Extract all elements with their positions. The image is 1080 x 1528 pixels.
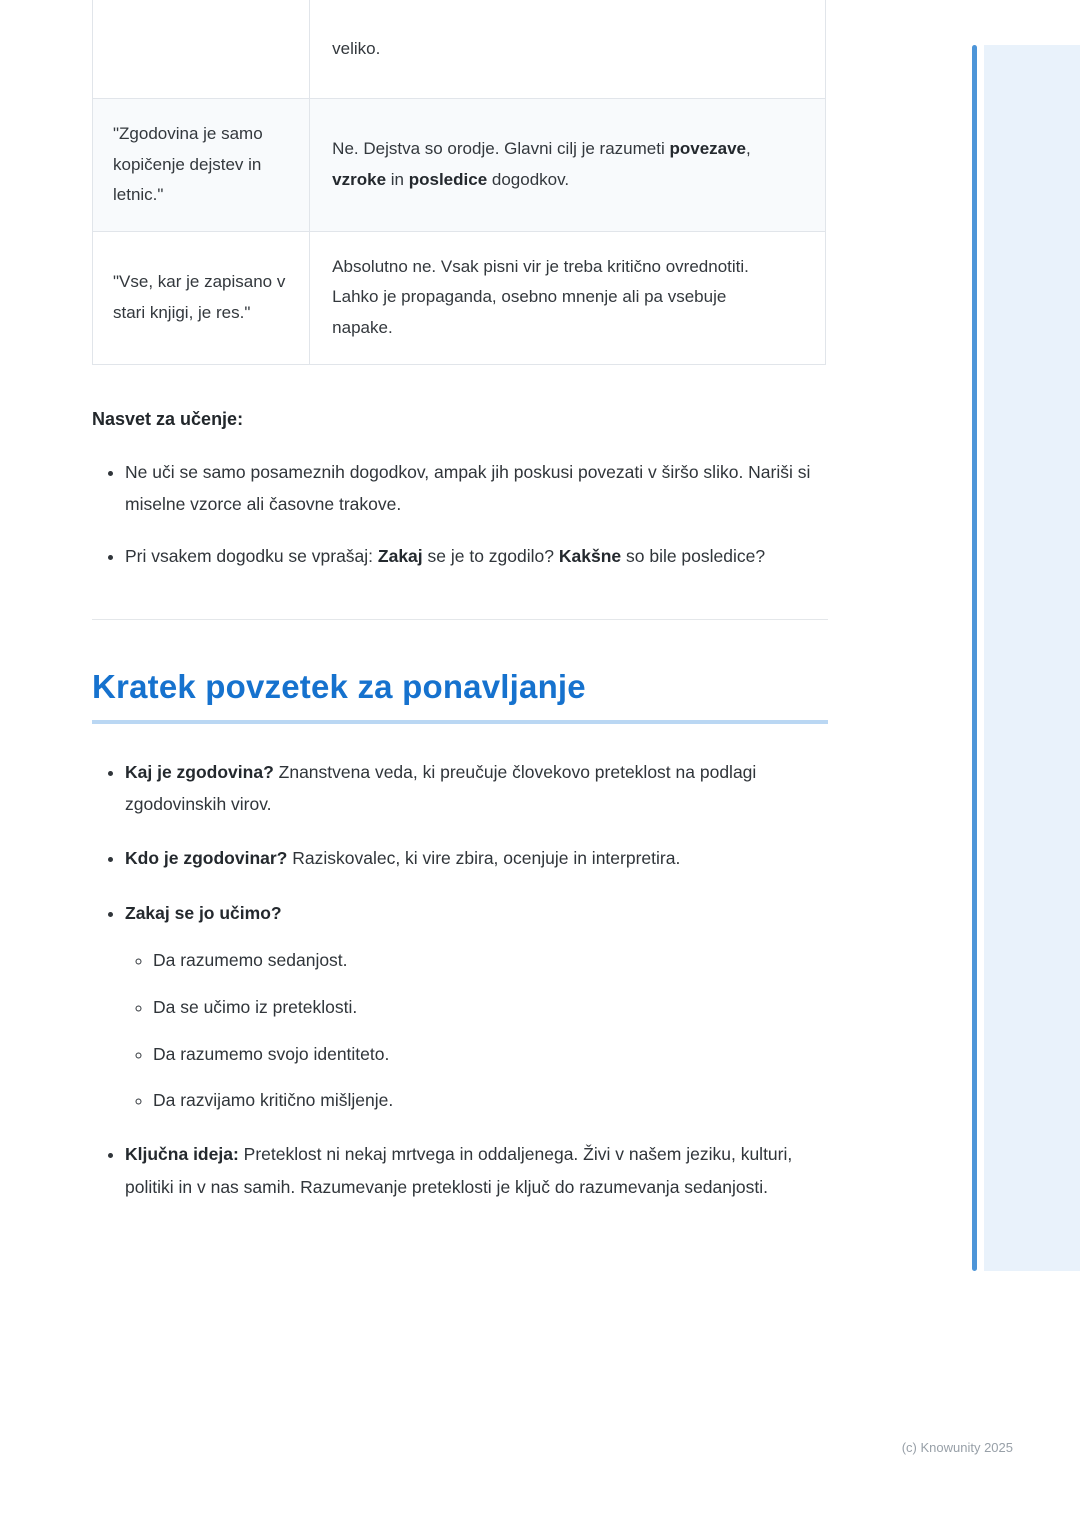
sub-list-item	[153, 1086, 828, 1116]
answer-cell	[310, 99, 826, 232]
answer-cell	[310, 231, 826, 364]
sub-list-item	[153, 993, 828, 1023]
summary-list	[92, 756, 828, 1203]
table-row	[93, 99, 826, 232]
section-heading: Kratek povzetek za ponavljanje	[92, 668, 828, 724]
copyright-footer: (c) Knowunity 2025	[901, 1440, 1013, 1455]
side-accent-line	[972, 45, 977, 1271]
myth-cell	[93, 99, 310, 232]
table-row	[93, 0, 826, 99]
side-panel	[984, 45, 1080, 1271]
sub-list	[125, 946, 828, 1116]
tips-list	[92, 456, 828, 573]
list-item-text: Zakaj se jo učimo?	[125, 902, 282, 923]
tips-heading: Nasvet za učenje:	[92, 408, 244, 429]
list-item	[125, 897, 828, 1116]
list-item-text: Ključna ideja: Preteklost ni nekaj mrtvega in oddaljenega. Živi v našem jeziku, kulturi, politiki in v nas samih. Razumevanje preteklosti je ključ do razumevanja sedanjosti.	[125, 1144, 793, 1197]
sub-list-item-text: Da razumemo sedanjost.	[153, 950, 348, 971]
list-item	[125, 540, 828, 572]
myths-table	[92, 0, 826, 365]
myth-text: "Zgodovina je samo kopičenje dejstev in letnic."	[113, 124, 263, 205]
sub-list-item-text: Da se učimo iz preteklosti.	[153, 996, 358, 1017]
list-item	[125, 756, 828, 821]
section-divider	[92, 619, 828, 620]
answer-text: Ne. Dejstva so orodje. Glavni cilj je razumeti povezave, vzroke in posledice dogodkov.	[332, 139, 751, 189]
myth-cell	[93, 231, 310, 364]
list-item	[125, 1138, 828, 1203]
answer-cell	[310, 0, 826, 99]
sub-list-item-text: Da razumemo svojo identiteto.	[153, 1043, 390, 1064]
sub-list-item	[153, 946, 828, 976]
document-content	[92, 0, 828, 1225]
answer-text: Absolutno ne. Vsak pisni vir je treba kritično ovrednotiti. Lahko je propaganda, osebno mnenje ali pa vsebuje napake.	[332, 256, 749, 337]
list-item-text: Kaj je zgodovina? Znanstvena veda, ki preučuje človekovo preteklost na podlagi zgodovinskih virov.	[125, 761, 757, 815]
table-row	[93, 231, 826, 364]
myth-cell	[93, 0, 310, 99]
sub-list-item-text: Da razvijamo kritično mišljenje.	[153, 1090, 394, 1111]
list-item-text: Pri vsakem dogodku se vprašaj: Zakaj se je to zgodilo? Kakšne so bile posledice?	[125, 546, 766, 567]
list-item-text: Kdo je zgodovinar? Raziskovalec, ki vire zbira, ocenjuje in interpretira.	[125, 848, 681, 869]
list-item	[125, 456, 828, 521]
myth-text: "Vse, kar je zapisano v stari knjigi, je res."	[113, 272, 286, 322]
answer-text: veliko.	[332, 38, 381, 58]
sub-list-item	[153, 1040, 828, 1070]
list-item	[125, 842, 828, 874]
list-item-text: Ne uči se samo posameznih dogodkov, ampak jih poskusi povezati v širšo sliko. Nariši si miselne vzorce ali časovne trakove.	[125, 461, 811, 514]
